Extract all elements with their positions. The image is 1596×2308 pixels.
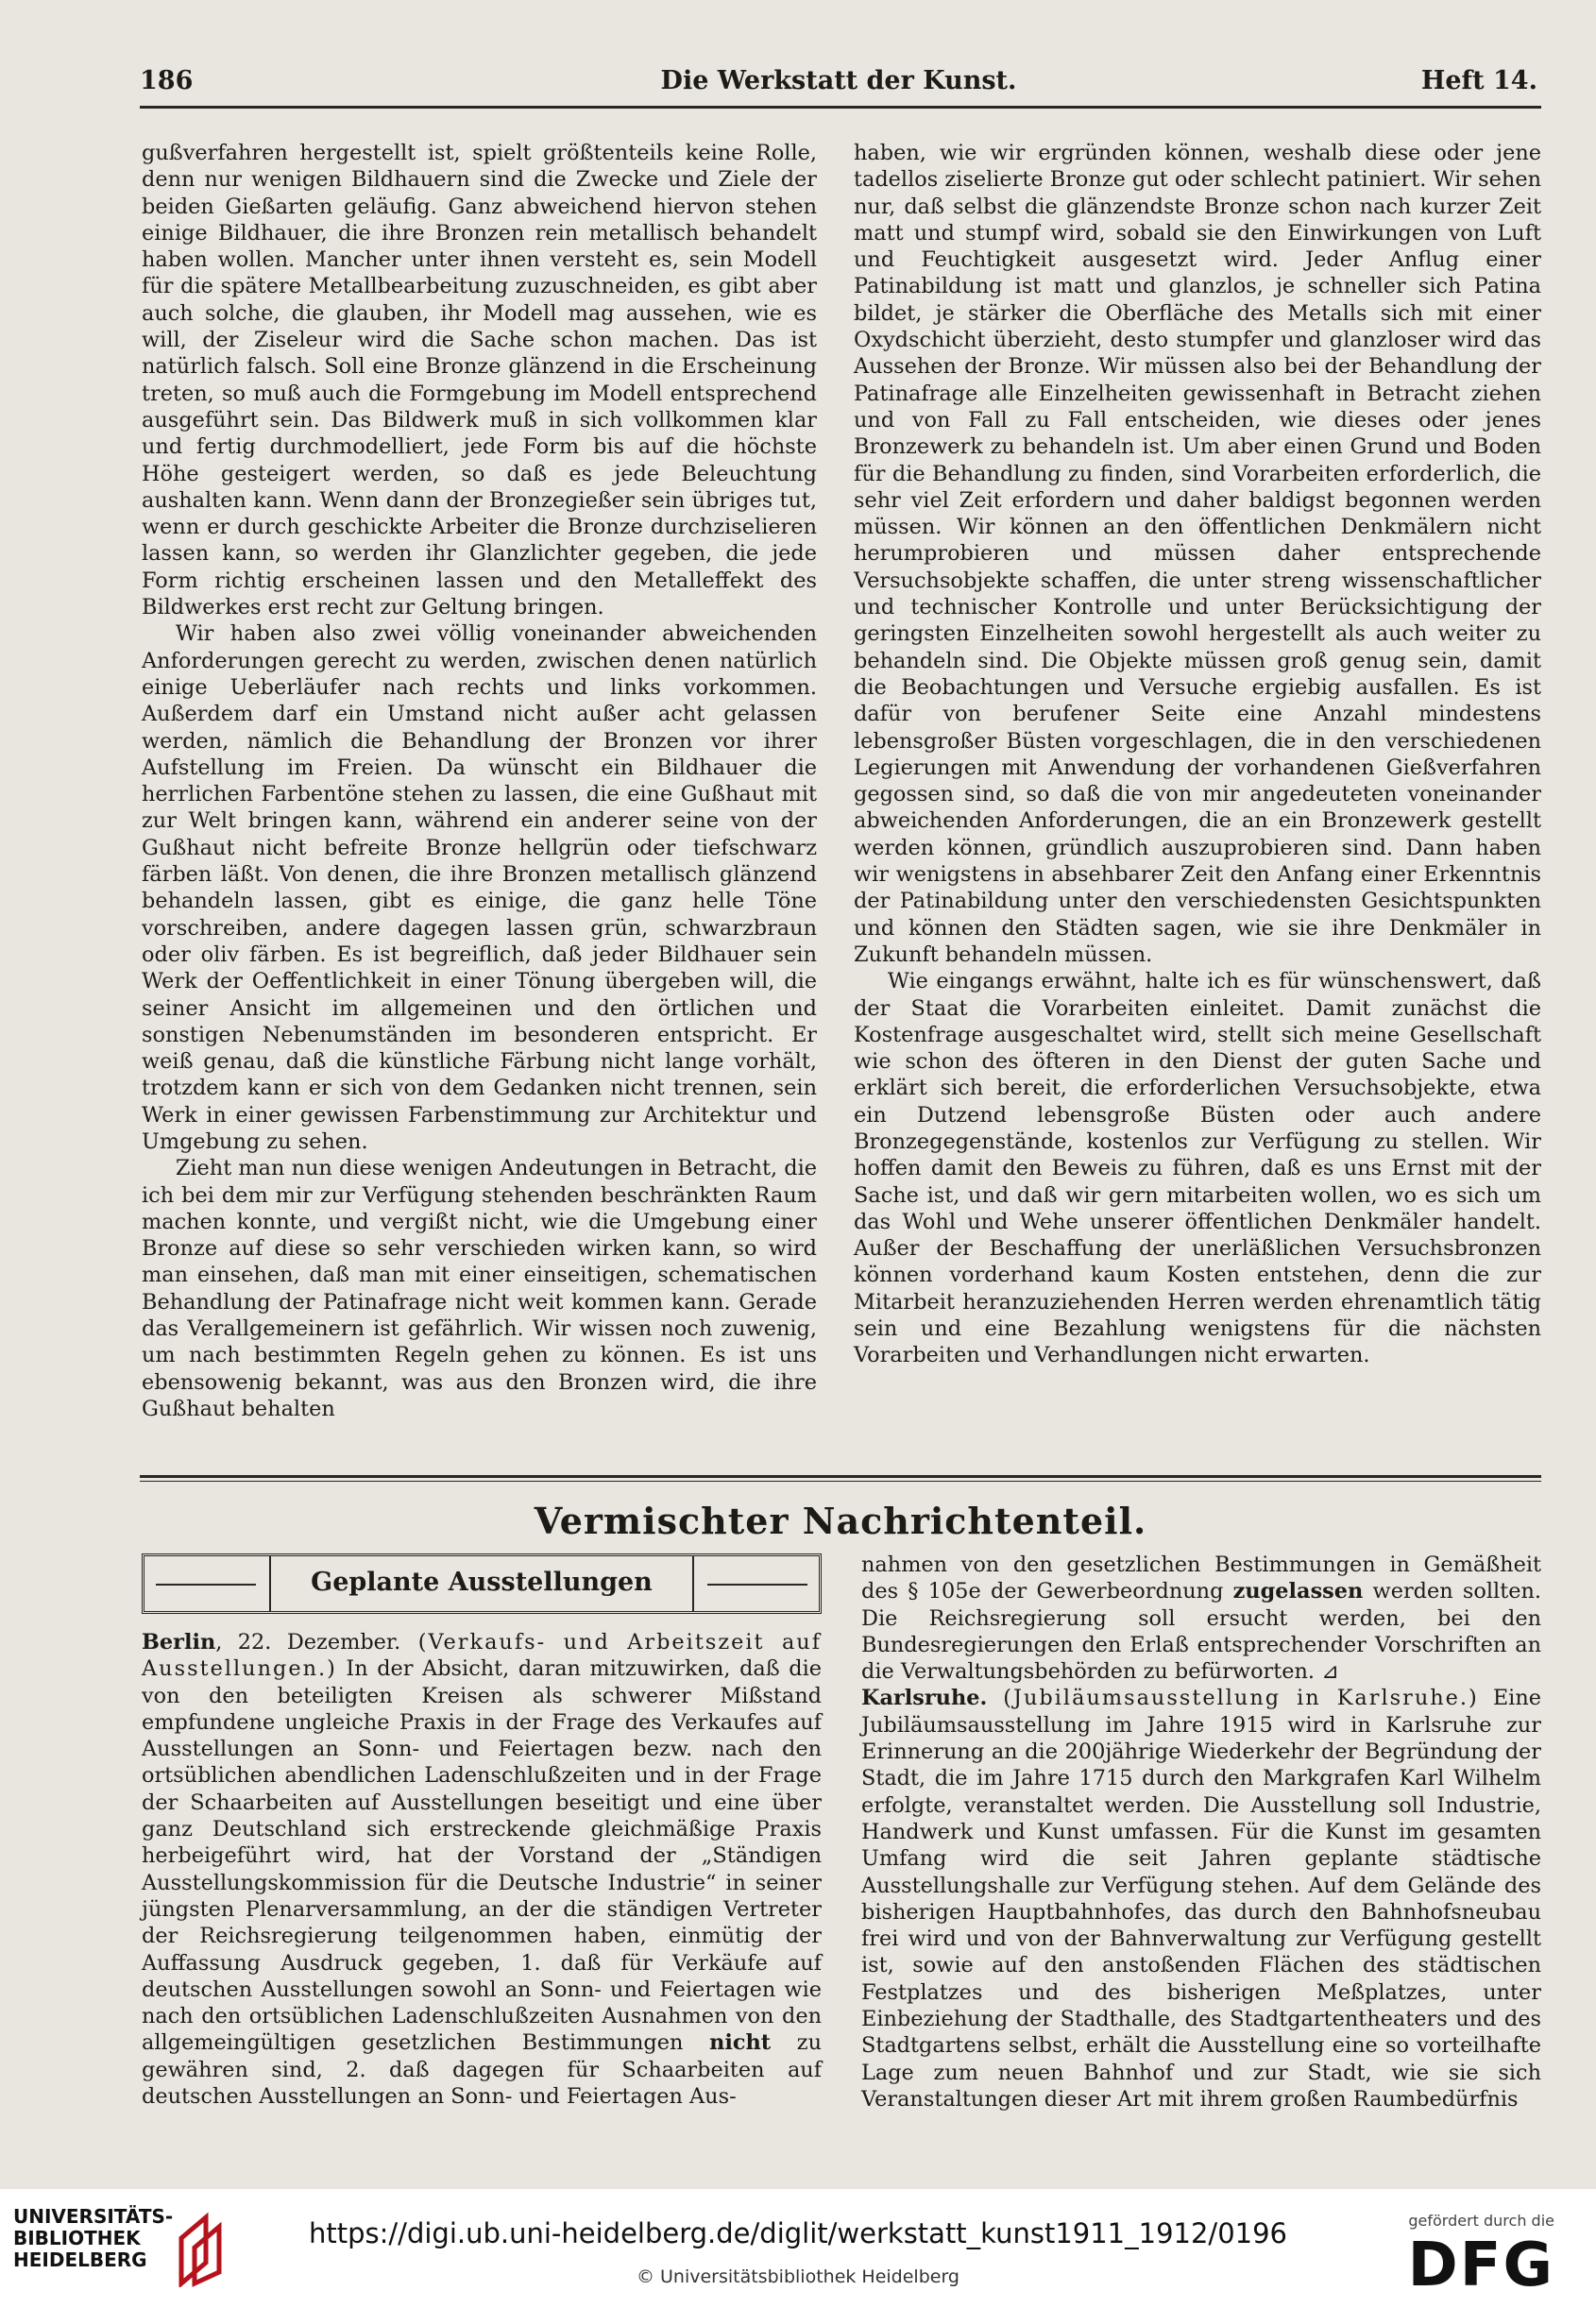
ornament-rule — [156, 1584, 256, 1586]
paragraph: haben, wie wir ergründen können, weshalb diese oder jene tadellos ziselierte Bronze gut oder schlecht patiniert. Wir sehen nur, daß selbst die glänzendste Bronze schon nach kurzer Zeit matt und stumpf wird, sobald sie den Einwirkungen von Luft und Feuchtigkeit ausgesetzt wird. Jeder Anflug einer Patinabildung ist matt und glanzlos, je schneller sich Patina bildet, je stärker die Oberfläche des Metalls sich mit einer Oxydschicht überzieht, desto stumpfer und glanzloser wird das Aussehen der Bronze. Wir müssen also bei der Behandlung der Patinafrage alle Einzelheiten gewissenhaft in Betracht ziehen und von Fall zu Fall entscheiden, wie dieses oder jenes Bronzewerk zu behandeln ist. Um aber einen Grund und Boden für die Behandlung zu finden, sind Vorarbeiten erforderlich, die sehr viel Zeit erfordern und daher baldigst begonnen werden müssen. Wir können an den öffentlichen Denkmälern nicht herumprobieren und müssen daher entsprechende Versuchsobjekte schaffen, die unter streng wissenschaftlicher und technischer Kontrolle und unter Berücksichtigung der geringsten Einzelheiten sowohl hergestellt als auch weiter zu behandeln sind. Die Objekte müssen groß genug sein, damit die Beobachtungen und Versuche ergiebig ausfallen. Es ist dafür von berufener Seite eine Anzahl mindestens lebensgroßer Büsten vorgeschlagen, die in den verschiedenen Legierungen mit Anwendung der vorhandenen Gießverfahren gegossen sind, so daß die von mir angedeuteten voneinander abweichenden Anforderungen, die an ein Bronzewerk gestellt werden können, gründlich auszuprobieren sind. Dann haben wir wenigstens in absehbarer Zeit den Anfang einer Erkenntnis der Patinabildung unter den verschiedensten Gesichtspunkten und können den Städten sagen, wie sie ihre Denkmäler in Zukunft behandeln müssen. — [854, 141, 1541, 967]
paragraph: Wie eingangs erwähnt, halte ich es für wünschenswert, daß der Staat die Vorarbeiten einleitet. Damit zunächst die Kostenfrage ausgeschaltet wird, stellt sich meine Gesellschaft wie schon des öfteren in den Dienst der guten Sache und erklärt sich bereit, die erforderlichen Versuchsobjekte, etwa ein Dutzend lebensgroße Büsten oder auch andere Bronzegegenstände, kostenlos zur Verfügung zu stellen. Wir hoffen damit den Beweis zu führen, daß es uns Ernst mit der Sache ist, und daß wir gern mitarbeiten wollen, wo es sich um das Wohl und Wehe unserer öffentlichen Denkmäler handelt. Außer der Beschaffung der unerläßlichen Versuchsbronzen können vorderhand kaum Kosten entstehen, denn die zur Mitarbeit heranzuziehenden Herren werden ehrenamtlich tätig sein und eine Bezahlung wenigstens für die nächsten Vorarbeiten und Verhandlungen nicht erwarten. — [854, 969, 1541, 1368]
subsection-heading: Geplante Ausstellungen — [311, 1568, 653, 1597]
journal-title: Die Werkstatt der Kunst. — [660, 66, 1017, 95]
upper-right-column — [854, 140, 1541, 1369]
lower-right-column — [861, 1552, 1541, 2113]
library-logo[interactable] — [13, 2206, 297, 2297]
section-divider-rule-thin — [140, 1481, 1541, 1482]
paragraph: gußverfahren hergestellt ist, spielt größtenteils keine Rolle, denn nur wenigen Bildhauern sind die Zwecke und Ziele der beiden Gießarten geläufig. Ganz abweichend hiervon stehen einige Bildhauer, die ihre Bronzen rein metallisch behandelt haben wollen. Mancher unter ihnen versteht es, sein Modell für die spätere Metallbearbeitung zuzuschneiden, es gibt aber auch solche, die glauben, ihr Modell mag aussehen, wie es will, der Ziseleur wird die Sache schon machen. Das ist natürlich falsch. Soll eine Bronze glänzend in die Erscheinung treten, so muß auch die Formgebung im Modell entsprechend ausgeführt sein. Das Bildwerk muß in sich vollkommen klar und fertig durchmodelliert, jede Form bis auf die höchste Höhe gesteigert werden, so daß es jede Beleuchtung aushalten kann. Wenn dann der Bronzegießer sein übriges tut, wenn er durch geschickte Arbeiter die Bronze durchziselieren lassen kann, so werden ihr Glanzlichter gegeben, die jede Form richtig erscheinen lassen und den Metalleffekt des Bildwerkes erst recht zur Geltung bringen. — [142, 141, 817, 620]
lower-left-column — [142, 1629, 822, 2110]
header-rule — [140, 106, 1541, 109]
upper-left-column — [142, 140, 817, 1422]
section-divider-rule — [140, 1475, 1541, 1478]
library-emblem-icon — [174, 2210, 232, 2287]
news-subject: (Jubiläumsausstellung in Karlsruhe.) — [987, 1686, 1479, 1711]
news-item-berlin — [142, 1629, 822, 2110]
copyright-notice: © Universitätsbibliothek Heidelberg — [636, 2266, 959, 2287]
paragraph: Wir haben also zwei völlig voneinander abweichenden Anforderungen gerecht zu werden, zwischen denen natürlich einige Ueberläufer nach rechts und links vorkommen. Außerdem darf ein Umstand nicht außer acht gelassen werden, nämlich die Behandlung der Bronzen vor ihrer Aufstellung im Freien. Da wünscht ein Bildhauer die herrlichen Farbentöne stehen zu lassen, die eine Gußhaut mit zur Welt bringen kann, während ein anderer seine von der Gußhaut nicht befreite Bronze hellgrün oder tiefschwarz färben läßt. Von denen, die ihre Bronzen metallisch glänzend behandeln lassen, gibt es einige, die ganz helle Töne vorschreiben, andere dagegen lassen grün, schwarzbraun oder oliv färben. Es ist begreiflich, daß jeder Bildhauer sein Werk der Oeffentlichkeit in einer Tönung übergeben will, die seiner Ansicht im allgemeinen und den örtlichen und sonstigen Nebenumständen im besonderen entspricht. Er weiß genau, daß die künstliche Färbung nicht lange vorhält, trotzdem kann er sich von dem Gedanken nicht trennen, sein Werk in einer gewissen Farbenstimmung zur Architektur und Umgebung zu sehen. — [142, 621, 817, 1154]
emphasis: zugelassen — [1232, 1579, 1364, 1604]
ornament-rule — [707, 1584, 807, 1586]
funding-note: gefördert durch die — [1408, 2212, 1554, 2230]
news-text: nahmen von den gesetzlichen Bestimmungen in Gemäßheit des § 105e der Gewerbeordnung — [861, 1553, 1541, 1604]
library-name-line: BIBLIOTHEK — [13, 2227, 141, 2249]
news-date: , 22. Dezember. — [215, 1630, 401, 1655]
page-number: 186 — [140, 66, 194, 95]
dfg-logo[interactable]: DFG — [1407, 2231, 1554, 2300]
news-place: Karlsruhe. — [861, 1686, 988, 1711]
emphasis: nicht — [709, 2030, 772, 2056]
running-header — [140, 59, 1537, 106]
news-item-continuation — [861, 1552, 1541, 1685]
news-subject: (Verkaufs- und Arbeitszeit auf Ausstellungen.) — [142, 1630, 823, 1682]
paragraph: Zieht man nun diese wenigen Andeutungen in Betracht, die ich bei dem mir zur Verfügung stehenden beschränkten Raum machen konnte, und vergißt nicht, wie die Umgebung einer Bronze auf diese so sehr verschieden wirken kann, so wird man einsehen, daß man mit einer einseitigen, schematischen Behandlung der Patinafrage nicht weit kommen kann. Gerade das Verallgemeinern ist gefährlich. Wir wissen noch zuwenig, um nach bestimmten Regeln gehen zu können. Es ist uns ebensowenig bekannt, was aus den Bronzen wird, die ihre Gußhaut behalten — [142, 1156, 817, 1421]
section-title: Vermischter Nachrichtenteil. — [534, 1500, 1147, 1542]
news-text: In der Absicht, daran mitzuwirken, daß die von den beteiligten Kreisen als schwerer Mißstand empfundene ungleiche Praxis in der Frage des Verkaufes auf Ausstellungen an Sonn- und Feiertagen bezw. nach den ortsüblichen abendlichen Ladenschlußzeiten und in der Frage der Schaarbeiten auf Ausstellungen beseitigt und eine über ganz Deutschland sich erstreckende gleichmäßige Praxis herbeigeführt wird, hat der Vorstand der „Ständigen Ausstellungskommission für die Deutsche Industrie“ in seiner jüngsten Plenarversammlung, an der die ständigen Vertreter der Reichsregierung teilgenommen haben, einmütig der Auffassung Ausdruck gegeben, 1. daß für Verkäufe auf deutschen Ausstellungen sowohl an Sonn- und Feiertagen wie nach den ortsüblichen Ladenschlußzeiten Ausnahmen von den allgemeingültigen gesetzlichen Bestimmungen — [142, 1656, 822, 2056]
issue-number: Heft 14. — [1420, 66, 1537, 95]
viewer-footer — [0, 2189, 1596, 2308]
news-text: werden sollten. Die Reichsregierung soll ersucht werden, bei den Bundesregierungen den Erlaß entsprechender Vorschriften an die Verwaltungsbehörden zu befürworten. — [861, 1579, 1541, 1685]
news-item-karlsruhe — [861, 1685, 1541, 2113]
end-mark: ⊿ — [1315, 1659, 1339, 1685]
news-text: zu gewähren sind, 2. daß dagegen für Schaarbeiten auf deutschen Ausstellungen an Sonn- und Feiertagen Aus- — [142, 2030, 822, 2110]
permalink-url[interactable]: https://digi.ub.uni-heidelberg.de/diglit/werkstatt_kunst1911_1912/0196 — [309, 2217, 1287, 2249]
news-place: Berlin — [142, 1630, 216, 1655]
box-divider — [692, 1556, 694, 1611]
library-name-line: HEIDELBERG — [13, 2249, 147, 2271]
library-name-line: UNIVERSITÄTS- — [13, 2205, 174, 2228]
subsection-heading-box — [142, 1553, 822, 1614]
news-text: Eine Jubiläumsausstellung im Jahre 1915 wird in Karlsruhe zur Erinnerung an die 200jährige Wiederkehr der Begründung der Stadt, die im Jahre 1715 durch den Markgrafen Karl Wilhelm erfolgte, veranstaltet werden. Die Ausstellung soll Industrie, Handwerk und Kunst umfassen. Für die Kunst im gesamten Umfang wird die seit Jahren geplante städtische Ausstellungshalle zur Verfügung stehen. Auf dem Gelände des bisherigen Hauptbahnhofes, das durch den Bahnhofsneubau frei wird und von der Bahnverwaltung zur Verfügung gestellt ist, sowie auf den anstoßenden Flächen des städtischen Festplatzes und des bisherigen Meßplatzes, unter Einbeziehung der Stadthalle, des Stadtgartentheaters und des Stadtgartens selbst, erhält die Ausstellung eine so vorteilhafte Lage zum neuen Bahnhof und zur Stadt, wie sie sich Veranstaltungen dieser Art mit ihrem großen Raumbedürfnis — [861, 1686, 1541, 2112]
library-name — [13, 2206, 173, 2271]
